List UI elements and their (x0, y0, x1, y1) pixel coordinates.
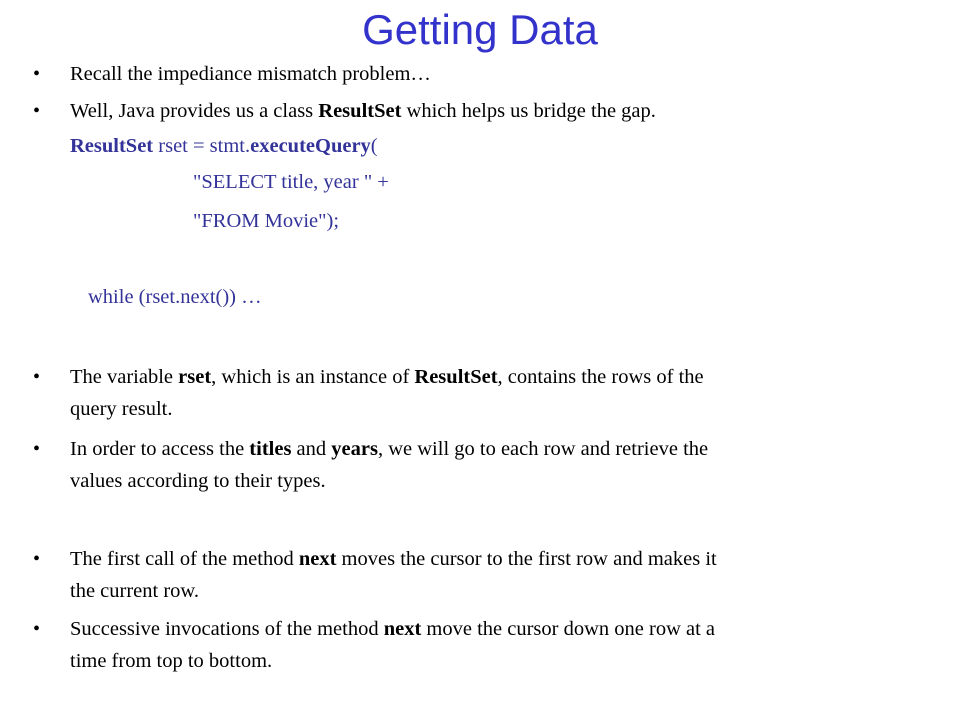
text-run: , which is an instance of (211, 366, 415, 388)
text-run: and (291, 438, 332, 460)
bold-term: titles (249, 438, 292, 460)
bullet-text-line (70, 577, 199, 605)
bullet-text-line (70, 60, 431, 88)
text-run: Well, Java provides us a class (70, 100, 319, 122)
text-run: moves the cursor to the first row and makes it (336, 548, 717, 570)
text-run: query result. (70, 398, 173, 420)
bullet-text-line (70, 97, 656, 125)
bullet-text-line (70, 615, 715, 643)
bullet-text-line (70, 647, 272, 675)
code-keyword: ResultSet (70, 135, 154, 157)
text-run: The first call of the method (70, 548, 299, 570)
text-run: move the cursor down one row at a (421, 618, 716, 640)
bullet-marker: • (33, 63, 41, 85)
code-line: while (rset.next()) … (88, 286, 262, 308)
text-run: , contains the rows of the (497, 366, 704, 388)
bullet-marker: • (33, 618, 41, 640)
bullet-marker: • (33, 100, 41, 122)
bold-term: ResultSet (414, 366, 498, 388)
code-text: ( (370, 135, 378, 157)
text-run: The variable (70, 366, 179, 388)
text-run: Recall the impediance mismatch problem… (70, 63, 431, 85)
code-line: "SELECT title, year " + (193, 171, 389, 193)
text-run: Successive invocations of the method (70, 618, 384, 640)
slide-title: Getting Data (362, 6, 598, 53)
bullet-text-line (70, 467, 326, 495)
text-run: the current row. (70, 580, 200, 602)
bold-term: years (331, 438, 378, 460)
text-run: which helps us bridge the gap. (401, 100, 656, 122)
code-text: rset = stmt. (153, 135, 251, 157)
code-line (70, 132, 378, 160)
bold-term: ResultSet (318, 100, 402, 122)
bold-term: next (383, 618, 422, 640)
bullet-marker: • (33, 548, 41, 570)
bullet-marker: • (33, 366, 41, 388)
code-line: "FROM Movie"); (193, 210, 340, 232)
text-run: In order to access the (70, 438, 250, 460)
bold-term: rset (178, 366, 212, 388)
bullet-text-line (70, 435, 708, 463)
text-run: time from top to bottom. (70, 650, 273, 672)
bullet-text-line (70, 545, 717, 573)
text-run: , we will go to each row and retrieve the (377, 438, 709, 460)
bold-term: next (298, 548, 337, 570)
code-keyword: executeQuery (250, 135, 371, 157)
bullet-text-line (70, 395, 172, 423)
bullet-text-line (70, 363, 704, 391)
text-run: values according to their types. (70, 470, 326, 492)
bullet-marker: • (33, 438, 41, 460)
